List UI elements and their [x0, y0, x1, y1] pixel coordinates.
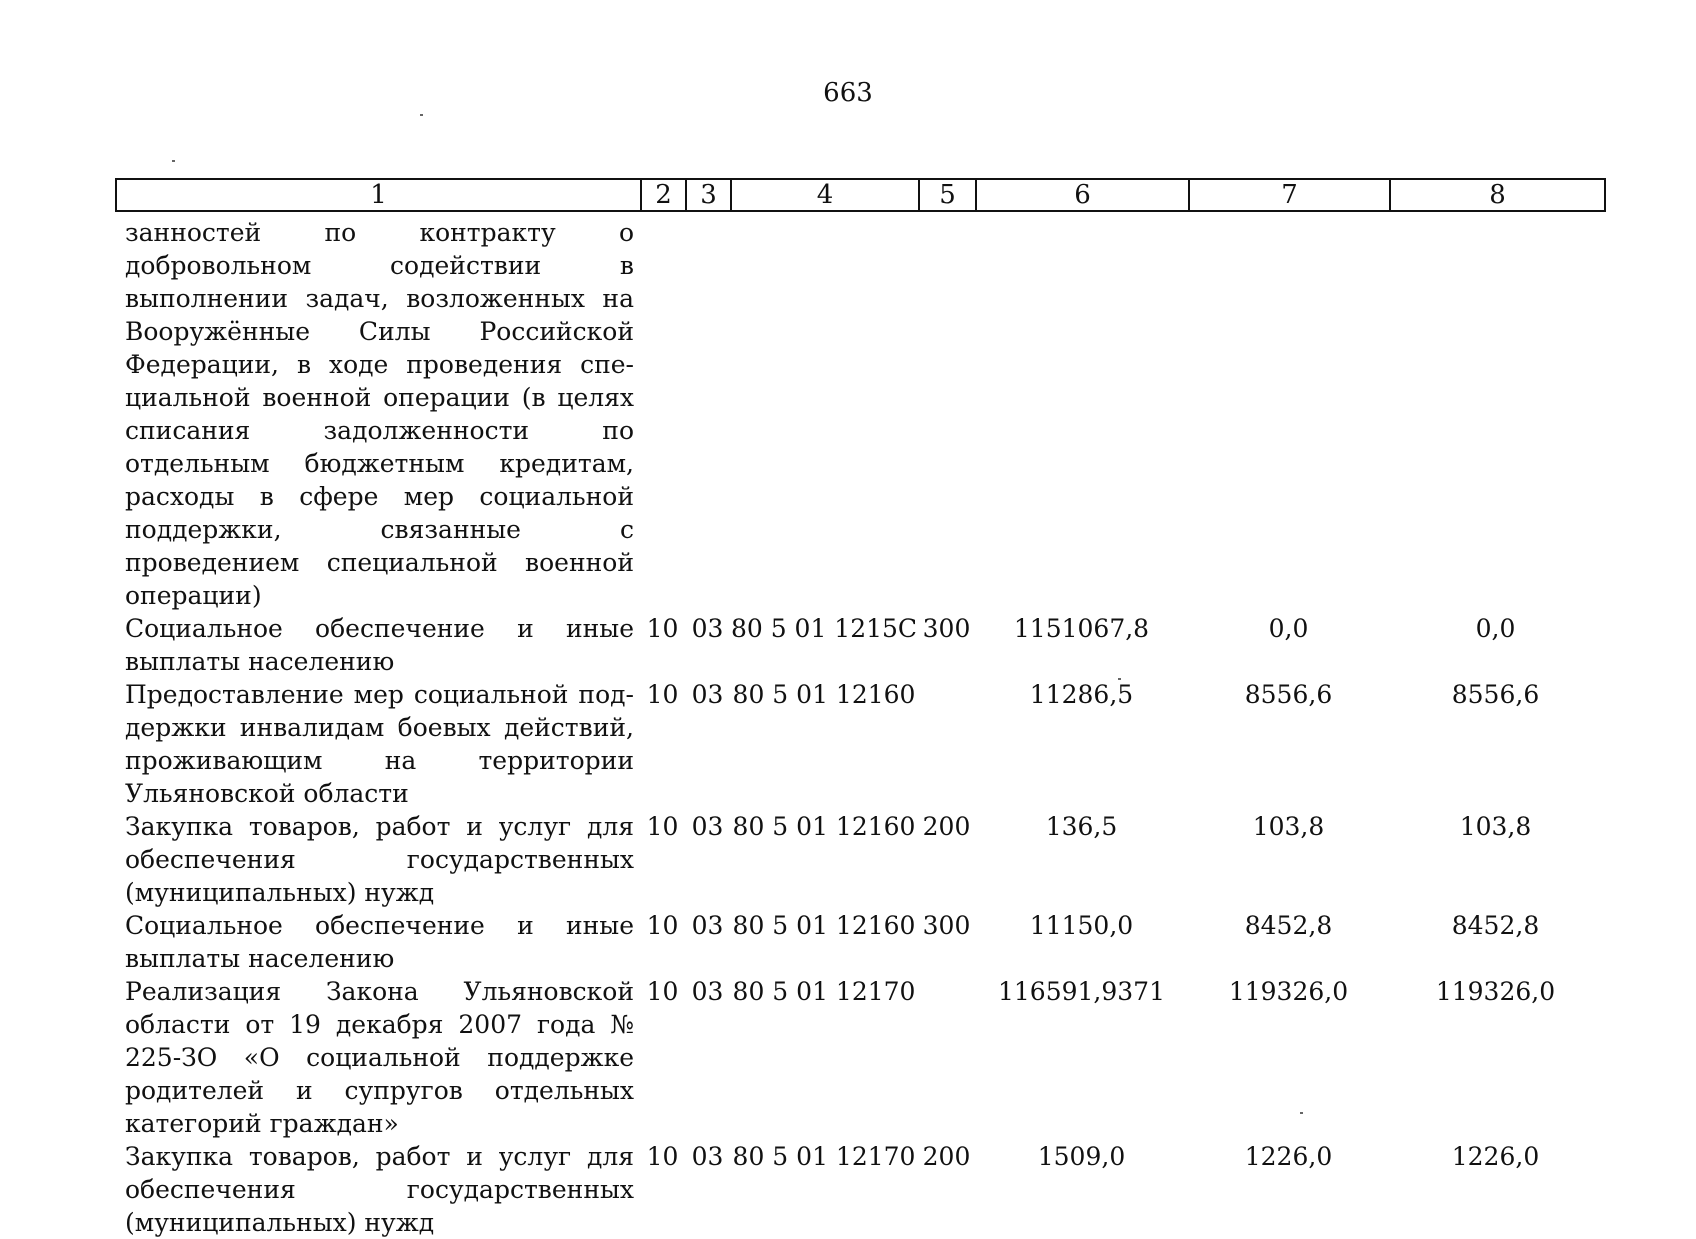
column-header-8: 8 — [1489, 180, 1506, 210]
column-header-4: 4 — [732, 180, 920, 210]
column-header-6: 6 — [977, 180, 1190, 210]
row-amount-col8: 8452,8 — [1451, 911, 1540, 940]
row-description: занностей по контракту о добровольном содействии в выполнении задач, возложенных на Вооружённые Силы Российской Федерации, в ходе проведения специальной военной операции (в целях списания задолженности по отдельным бюджетным кредитам, расходы в сфере мер социальной поддержки, связанные с проведением специальной военной операции) — [125, 218, 634, 610]
table-row — [115, 678, 1602, 810]
row-description: Социальное обеспечение и иные выплаты населению — [125, 614, 634, 676]
row-target-code: 80 5 01 12160 — [732, 911, 916, 940]
row-amount-col7: 8556,6 — [1244, 680, 1333, 709]
row-section: 10 — [646, 977, 679, 1006]
scan-speck — [420, 114, 423, 116]
table-row — [115, 1140, 1602, 1239]
row-expense-type: 200 — [922, 812, 971, 841]
row-description: Закупка товаров, работ и услуг для обеспечения государственных (муниципальных) нужд — [125, 1142, 634, 1237]
row-subsection: 03 — [691, 977, 724, 1006]
row-subsection: 03 — [691, 680, 724, 709]
budget-table-body — [115, 216, 1602, 1239]
table-row — [115, 612, 1602, 678]
row-amount-col8: 103,8 — [1459, 812, 1532, 841]
row-amount-col8: 0,0 — [1475, 614, 1516, 643]
row-description: Закупка товаров, работ и услуг для обеспечения государственных (муниципальных) нужд — [125, 812, 634, 907]
row-amount-col7: 1226,0 — [1244, 1142, 1333, 1171]
table-row — [115, 216, 1602, 612]
row-amount-col6: 1151067,8 — [1013, 614, 1150, 643]
row-section: 10 — [646, 911, 679, 940]
row-amount-col6: 1509,0 — [1037, 1142, 1126, 1171]
row-target-code: 80 5 01 12160 — [732, 812, 916, 841]
table-row — [115, 810, 1602, 909]
row-target-code: 80 5 01 1215С — [730, 614, 918, 643]
row-subsection: 03 — [691, 911, 724, 940]
row-section: 10 — [646, 812, 679, 841]
row-amount-col6: 136,5 — [1045, 812, 1118, 841]
row-target-code: 80 5 01 12170 — [732, 977, 916, 1006]
column-header-2: 2 — [642, 180, 687, 210]
row-amount-col7: 0,0 — [1268, 614, 1309, 643]
row-section: 10 — [646, 1142, 679, 1171]
row-description: Предоставление мер социальной поддержки инвалидам боевых действий, проживающим на территории Ульяновской области — [125, 680, 634, 808]
row-amount-col7: 103,8 — [1252, 812, 1325, 841]
scan-speck — [172, 160, 175, 162]
row-expense-type: 200 — [922, 1142, 971, 1171]
row-amount-col8: 1226,0 — [1451, 1142, 1540, 1171]
row-amount-col6: 11150,0 — [1029, 911, 1134, 940]
row-target-code: 80 5 01 12160 — [732, 680, 916, 709]
row-subsection: 03 — [691, 614, 724, 643]
table-row — [115, 975, 1602, 1140]
column-header-3: 3 — [687, 180, 732, 210]
table-row — [115, 909, 1602, 975]
row-subsection: 03 — [691, 1142, 724, 1171]
scan-speck — [1118, 678, 1121, 680]
scan-speck — [1300, 1112, 1303, 1114]
row-section: 10 — [646, 614, 679, 643]
row-amount-col7: 119326,0 — [1228, 977, 1349, 1006]
row-target-code: 80 5 01 12170 — [732, 1142, 916, 1171]
row-amount-col8: 119326,0 — [1435, 977, 1556, 1006]
row-section: 10 — [646, 680, 679, 709]
column-header-1: 1 — [117, 180, 642, 210]
row-subsection: 03 — [691, 812, 724, 841]
page-number: 663 — [823, 78, 873, 108]
row-amount-col6: 11286,5 — [1029, 680, 1134, 709]
column-header-7: 7 — [1190, 180, 1391, 210]
row-amount-col8: 8556,6 — [1451, 680, 1540, 709]
row-amount-col7: 8452,8 — [1244, 911, 1333, 940]
column-header-row — [115, 178, 1606, 212]
row-description: Реализация Закона Ульяновской области от 19 декабря 2007 года № 225-ЗО «О социальной поддержке родителей и супругов отдельных категорий граждан» — [125, 977, 634, 1138]
row-description: Социальное обеспечение и иные выплаты населению — [125, 911, 634, 973]
column-header-5: 5 — [920, 180, 977, 210]
row-expense-type: 300 — [922, 911, 971, 940]
row-amount-col6: 116591,9371 — [997, 977, 1165, 1006]
row-expense-type: 300 — [922, 614, 971, 643]
